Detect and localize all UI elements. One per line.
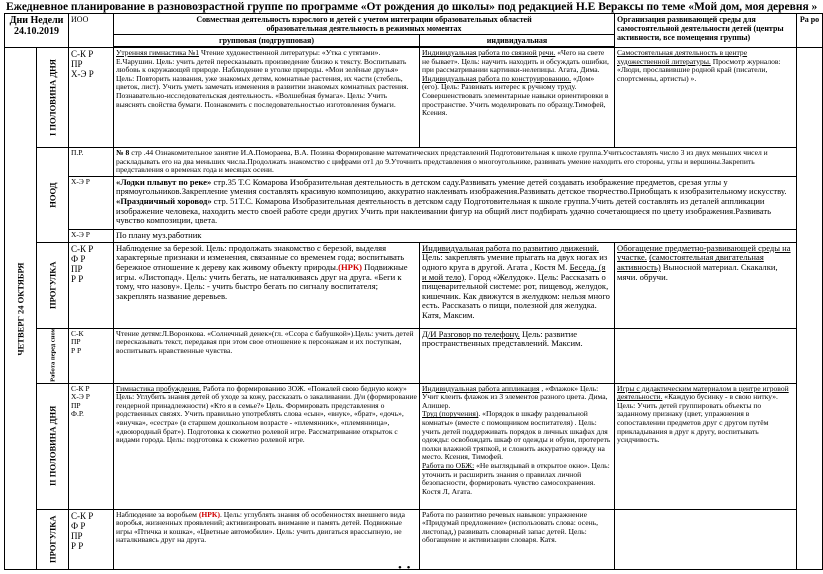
section-afternoon: II ПОЛОВИНА ДНЯ <box>37 383 69 509</box>
ioo-morning: С-К Р ПР Х-Э Р <box>69 48 114 148</box>
nod2-content: «Лодки плывут по реке» стр.35 Т.С Комарова Изобразительная деятельность в детском саду.Развивать умение детей создавать изображение предметов, срезая углы у прямоугольников.Закрепление умения составлять красивую композицию, аккуратно наклеивать изображения.Развивать детское творчество.Приобщать к изобразительному искусству. «Праздничный хоровод» стр. 51Т.С. Комарова Изобразительная деятельность в детском саду Подготовительная к школе группа.Учить детей составлять из деталей аппликации изображение человека, находить место своей работе среди других Учить при наклеивании фигур на общий лист подбирать удачно сочетающиеся по цвету изображения.Развивать чувство композиции, цвета. <box>114 176 797 229</box>
individual-morning: Индивидуальная работа по связной речи. «Чего на свете не бывает». Цель: научить находить и обсуждать ошибки, при рассматривании картинки-нелепицы. Агата, Дима. Индивидуальная работа по конструированию. «Дом» (его). Цель: Развивать интерес к ручному труду. Совершенствовать элементарные навыки ориентировки в пространстве. Учить моделировать по образцу.Тимофей, Ксения. <box>420 48 615 148</box>
environment-header: Организация развивающей среды для самостоятельной деятельности детей (центры активности, все помещения группы) <box>615 14 797 48</box>
joint-activity-header: Совместная деятельность взрослого и детей с учетом интеграции образовательных областей образовательная деятельность в режимных моментах <box>114 14 615 35</box>
group-walk1: Наблюдение за березой. Цель: продолжать знакомство с березой, выделяя характерные признаки и изменения, связанные со временем года; воспитывать бережное отношение к дереву как живому объекту природы.(НРК) Подвижные игры. «Листопад». Цель: учить бегать, не наталкиваясь друг на друга. «Беги к тому, что назову». Цель: - учить быстро бегать по сигналу воспитателя; закреплять название деревьев. <box>114 242 420 328</box>
cut-header: Ра ро <box>797 14 823 48</box>
individual-walk1: Индивидуальная работа по развитию движений. Цель: закреплять умение прыгать на двух ногах из одного круга в другой. Агата , Костя М. Беседа. (я и мой тело). Гopoд «Желудок». Цель: Рассказать о пищеварительной системе: рот, пищевод, желудок, кишечник. Как движутся в желудком: нельзя много есть. Рассказать о пищи, полезной для желудка. Катя, Максим. <box>420 242 615 328</box>
environment-morning: Самостоятельная деятельность в центре художественной литературы. Просмотр журналов: «Люди, прославившие родной край (писатели, спортсмены, артисты) ». <box>615 48 797 148</box>
planning-table <box>4 13 823 570</box>
group-afternoon: Гимнастика пробуждения. Работа по формированию ЗОЖ. «Пожалей свою бедную кожу» Цель: Углубить знания детей об уходе за кожу, рассказать о закаливании. Д/и (формирование гендерной принадлежности) «Кто я в семье?» Цель. Формировать представления о родственных связях. Учить правильно употреблять слова «сын», «внук», «брат», «дочь», «внучка», «сестра» (в старшем дошкольном возрасте - «племянник», «племянница», «двоюродный брат»). Подготовка к сюжетно ролевой игре. Рассматривание открыток с видами города. Цель: подготовка к сюжетно ролевой игре. <box>114 383 420 509</box>
ioo-nod1: П.Р. <box>69 148 114 177</box>
page-marks: • • <box>398 562 412 574</box>
individual-before-sleep: Д/И Разговор по телефону. Цель: развитие пространственных представлений. Максим. <box>420 328 615 383</box>
ioo-afternoon: С-К Р Х-Э Р ПР Ф.Р. <box>69 383 114 509</box>
group-header: групповая (подгрупповая) <box>114 35 420 47</box>
group-morning: Утренняя гимнастика №1 Чтение художественной литературы: «Утка с утятами». Е.Чарушин. Цель: учить детей пересказывать произведение близко к тексту. Воспитывать любовь к окружающей природе. Наблюдение в уголке природы. «Мои зелёные друзья» Цель: Повторить названия, уже знакомых детям, комнатные растения, их части (стебель, цветок, лист). Учить уметь замечать изменения в развитии знакомых комнатных растения. Познавательно-исследовательская деятельность. «Волшебная бумага». Цель: Учить выяснять свойства бумаги. Познакомить с последовательностью изготовления бумаги. <box>114 48 420 148</box>
day-label: Дни Недели <box>9 15 64 26</box>
environment-walk2 <box>615 509 797 569</box>
section-morning: I ПОЛОВИНА ДНЯ <box>37 48 69 148</box>
ioo-before-sleep: С-К ПР Р Р <box>69 328 114 383</box>
cut-column <box>797 48 823 570</box>
ioo-walk2: С-К Р Ф Р ПР Р Р <box>69 509 114 569</box>
environment-before-sleep <box>615 328 797 383</box>
section-before-sleep: Работа перед сном <box>37 328 69 383</box>
section-walk1: ПРОГУЛКА <box>37 242 69 328</box>
page-title: Ежедневное планирование в разновозрастной группе по программе «От рождения до школы» под редакцией Н.Е Вераксы по теме «Мой дом, моя деревня » <box>6 1 818 13</box>
date-label: 24.10.2019 <box>14 26 59 37</box>
individual-afternoon: Индивидуальная работа аппликация , «Флажок» Цель: Учит клеить флажок из 3 элементов разного цвета. Дима, Алишер. Труд (поручения). «Порядок в шкафу раздевальной комнаты» (вместе с помощником воспитателя) . Цель: учить детей поддерживать порядок в личных шкафах для одежды: освобождать шкаф от одежды и обуви, протереть полки влажной тряпкой, и сложить аккуратно одежду на место. Ксения, Тимофей. Работа по ОБЖ: «Не выглядывай в открытое окно». Цель: уточнить и расширить знания о правилах личной безопасности, формировать чувство самосохранения. Костя Л, Агата. <box>420 383 615 509</box>
ioo-nod3: Х-Э Р <box>69 229 114 242</box>
group-before-sleep: Чтение детям:Л.Воронкова. «Солнечный денек»(гл. «Ссора с бабушкой»).Цель: учить детей пересказывать текст, передавая при этом свое отношение к персонажам и их поступкам, воспитывать нравственные чувства. <box>114 328 420 383</box>
environment-walk1: Обогащение предметно-развивающей среды на участке. (самостоятельная двигательная активность) Выносной материал. Скакалки, мячи. обручи. <box>615 242 797 328</box>
ioo-header: ИОО <box>69 14 114 48</box>
section-walk2: ПРОГУЛКА <box>37 509 69 569</box>
individual-walk2: Работа по развитию речевых навыков: упражнение «Придумай предложение» (использовать слова: осень, листопад,) развивать словарный запас детей. Цель: обогащение и активизации словаря. Катя. <box>420 509 615 569</box>
day-vertical-label: ЧЕТВЕРГ 24 ОКТЯБРЯ <box>5 48 37 570</box>
ioo-walk1: С-К Р Ф Р ПР Р Р <box>69 242 114 328</box>
section-nod: НООД <box>37 148 69 243</box>
nod1-content: № 8 стр .44 Ознакомительное занятие И.А.Помораева, В.А. Позина Формирование математических представлений Подготовительная к школе группа.Учитьсоставлять число 3 из двух меньших чисел и раскладывать его на два меньших числа.Продолжать знакомство с цифрами от1 до 9.Уточнить представления о многоугольнике, развивать умение находить его стороны, углы и вершины.Закрепить представления о временах года и месяцах осени. <box>114 148 797 177</box>
day-header <box>5 14 69 48</box>
group-walk2: Наблюдение за воробьем (НРК). Цель: углублять знания об особенностях внешнего вида воробья, жизненных проявлений; активизировать внимание и память детей. Подвижные игры «Птичка и кошка», «Цветные автомобили». Цель: учить двигаться врассыпную, не наталкиваясь друг на друга. <box>114 509 420 569</box>
individual-header: индивидуальная <box>420 35 615 47</box>
environment-afternoon: Игры с дидактическим материалом в центре игровой деятельности. «Каждую бусинку - в свою нитку». Цель: Учить детей группировать объекты по заданному признаку (цвет, упражнения в сопоставлении предметов друг с другом путём прикладывания в друг к другу, воспитывать усидчивость. <box>615 383 797 509</box>
ioo-nod2: Х-Э Р <box>69 176 114 229</box>
nod3-content: По плану муз.работник <box>114 229 797 242</box>
